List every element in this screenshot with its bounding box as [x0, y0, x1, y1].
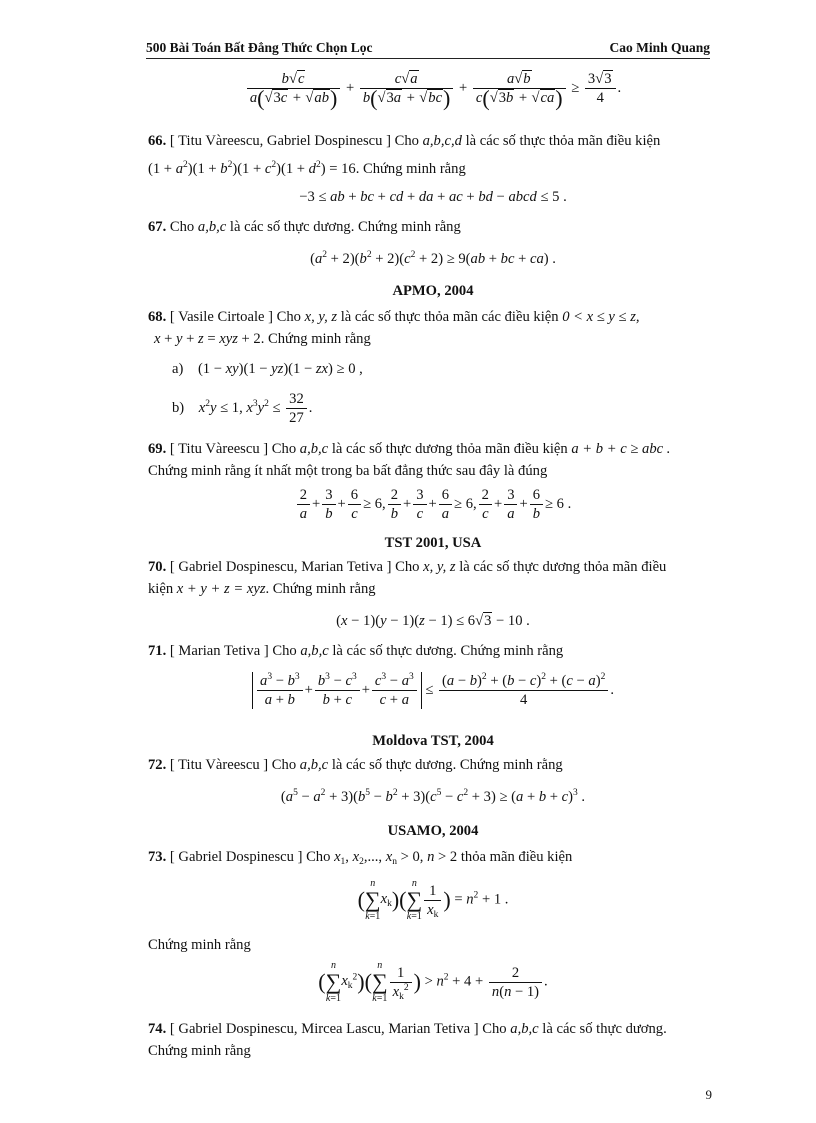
problem-number: 66.: [148, 133, 167, 149]
problem-text: là các số thực dương. Chứng minh rằng: [331, 757, 563, 773]
problem-number: 69.: [148, 441, 167, 457]
formula-continuation: $\frac{b√c}{a(√3c + √ab)}$ + $\frac{c√a}{b(√3a + √bc)}$ + $\frac{a√b}{c(√3b + √ca)}$ ≥ $\frac{3√3}{4}$ .: [148, 70, 718, 108]
problem-number: 74.: [148, 1021, 167, 1037]
problem-68: [148, 306, 718, 328]
problem-vars: a,b,c: [510, 1021, 539, 1037]
problem-66-condition: $(1 + a^2)(1 + b^2)(1 + c^2)(1 + d^2) = 16$. Chứng minh rằng: [148, 160, 466, 177]
problem-text: thỏa mãn điều kiện: [460, 849, 573, 865]
page-header: [146, 38, 710, 59]
problem-text: . Chứng minh rằng: [265, 581, 376, 597]
problem-text: là các số thực thỏa mãn điều kiện: [465, 133, 661, 149]
problem-72: [148, 754, 718, 776]
problem-67: [148, 216, 718, 238]
problem-text: là các số thực thỏa mãn các điều kiện: [340, 309, 559, 325]
problem-condition: a + b + c ≥ abc .: [571, 441, 671, 457]
problem-73-prove: Chứng minh rằng: [148, 937, 251, 953]
formula-72: $(a^5 - a^2 + 3)(b^5 - b^2 + 3)(c^5 - c^2 + 3) \ge (a + b + c)^3$ .: [280, 788, 586, 805]
problem-text: [ Gabriel Dospinescu ] Cho: [169, 849, 331, 865]
problem-69: [148, 438, 718, 460]
problem-vars: a,b,c: [300, 643, 329, 659]
problem-text: . Chứng minh rằng: [260, 331, 371, 347]
page-number: 9: [705, 1087, 712, 1102]
problem-vars: x, y, z: [304, 309, 338, 325]
formula-69: $\frac{2}{a}$ + $\frac{3}{b}$ + $\frac{6}{c}$ ≥ 6, $\frac{2}{b}$ + $\frac{3}{c}$ + $\frac{6}{a}$ ≥ 6, $\frac{2}{c}$ + $\frac{3}{a}$ + $\frac{6}{b}$ ≥ 6 .: [148, 486, 718, 523]
problem-text: là các số thực dương thỏa mãn điều kiện: [331, 441, 568, 457]
problem-number: 71.: [148, 643, 167, 659]
formula-67: $(a^2 + 2)(b^2 + 2)(c^2 + 2) \ge 9(ab$ + bc + ca) .: [310, 250, 556, 267]
problem-condition: x + y + z = xyz: [176, 581, 266, 597]
author-name: Cao Minh Quang: [609, 40, 710, 55]
problem-vars: x, y, z: [423, 559, 456, 575]
problem-number: 72.: [148, 757, 167, 773]
problem-vars: a,b,c: [299, 441, 329, 457]
formula-73: (n ∑ $k=1x_k^2)(n$ ∑ k=1 $\frac{1}{x_k^2}$ ) > $n^2 + 4$ + $\frac{2}{n(n - 1)}$ .: [318, 960, 548, 1004]
problem-number: 68.: [148, 309, 167, 325]
problem-71: [148, 640, 718, 662]
problem-text: [ Gabriel Dospinescu, Mircea Lascu, Marian Tetiva ] Cho: [169, 1021, 507, 1037]
problem-text: kiện: [148, 581, 174, 597]
problem-66: [148, 130, 718, 152]
problem-70: [148, 556, 718, 578]
problem-69-line2: Chứng minh rằng ít nhất một trong ba bất đẳng thức sau đây là đúng: [148, 463, 548, 479]
section-heading: Moldova TST, 2004: [372, 733, 494, 749]
item-label: a): [172, 361, 184, 377]
problem-text: [ Titu Vàreescu ] Cho: [169, 757, 297, 773]
problem-vars: a,b,c,d: [422, 133, 462, 149]
problem-vars: a,b,c: [197, 219, 227, 235]
problem-text: là các số thực dương. Chứng minh rằng: [229, 219, 461, 235]
book-title: 500 Bài Toán Bất Đẳng Thức Chọn Lọc: [146, 40, 373, 55]
problem-text: [ Titu Vàreescu ] Cho: [169, 441, 297, 457]
problem-68-a: a) (1 − xy)(1 − yz)(1 − zx) ≥ 0 ,: [172, 361, 363, 377]
problem-74-line2: Chứng minh rằng: [148, 1043, 251, 1059]
problem-text: Cho: [169, 219, 195, 235]
problem-70-line2: [148, 578, 718, 600]
formula-66: −3 ≤ ab + bc + cd + da + ac + bd − abcd ≤ 5 .: [299, 189, 567, 205]
problem-text: [ Gabriel Dospinescu, Marian Tetiva ] Cho: [169, 559, 420, 575]
problem-text: là các số thực dương. Chứng minh rằng: [332, 643, 564, 659]
formula-71: $\frac{a^3 - b^3}{a + b}$ + $\frac{b^3 - c^3}{b + c}$ + $\frac{c^3 - a^3}{c + a}$ ≤ $\frac{(a - b)^2 + (b - c)^2 + (c - a)^2}{4}$ .: [148, 672, 718, 709]
problem-text: [ Marian Tetiva ] Cho: [169, 643, 297, 659]
problem-text: là các số thực dương.: [542, 1021, 667, 1037]
section-heading: TST 2001, USA: [384, 535, 482, 551]
section-heading: APMO, 2004: [392, 283, 474, 299]
formula-73-condition: (n ∑ $k=1x_k)(n$ ∑ k=1 $\frac{1}{x_k}$ ) = $n^2 + 1$ .: [357, 878, 509, 922]
problem-text: . Chứng minh rằng: [355, 161, 466, 177]
problem-number: 67.: [148, 219, 167, 235]
item-label: b): [172, 399, 185, 416]
problem-text: [ Vasile Cirtoale ] Cho: [169, 309, 301, 325]
section-heading: USAMO, 2004: [387, 823, 479, 839]
problem-condition: 0 < x ≤ y ≤ z,: [562, 309, 640, 325]
problem-vars: a,b,c: [299, 757, 329, 773]
problem-73: 73. [ Gabriel Dospinescu ] Cho $x_1$, $x_2$,..., $x_n > 0$, n > 2 thỏa mãn điều kiện: [148, 849, 573, 867]
problem-68-line2: x + y + z = xyz + 2. Chứng minh rằng: [154, 331, 371, 347]
problem-74: [148, 1018, 718, 1040]
problem-text: [ Titu Vàreescu, Gabriel Dospinescu ] Cho: [169, 133, 419, 149]
formula-70: (x − 1)(y − 1)(z − 1) ≤ 6√3 − 10 .: [336, 613, 530, 629]
problem-number: 70.: [148, 559, 167, 575]
problem-68-b: b) $x^2y \le 1$, $x^3y^2$ ≤ $\frac{32}{27}$ .: [172, 391, 313, 426]
problem-number: 73.: [148, 849, 167, 865]
problem-text: là các số thực dương thỏa mãn điều: [459, 559, 667, 575]
